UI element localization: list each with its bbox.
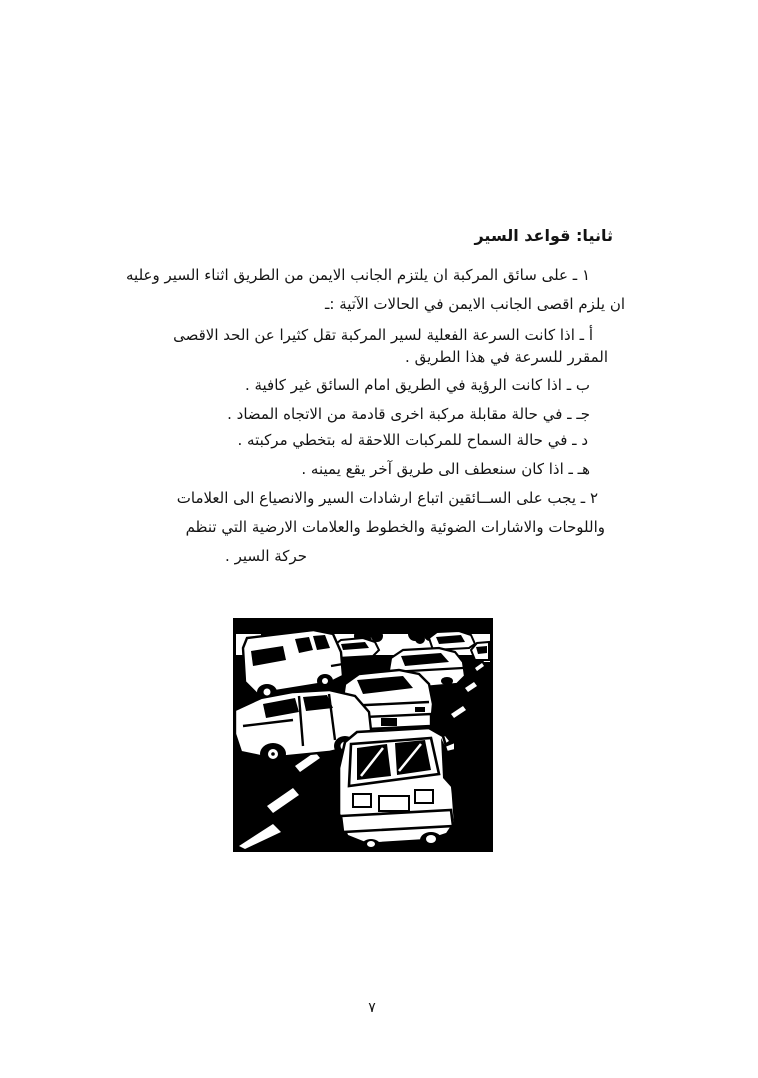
sub-item-a-line-1: أ ـ اذا كانت السرعة الفعلية لسير المركبة تقل كثيرا عن الحد الاقصى [173, 326, 593, 344]
page-number: ٧ [368, 1000, 376, 1016]
item-2-line-2: واللوحات والاشارات الضوئية والخطوط والعلامات الارضية التي تنظم [185, 518, 605, 536]
hatchback-rear [339, 728, 455, 851]
item-2-line-1: ٢ ـ يجب على الســائقين اتباع ارشادات السير والانصياع الى العلامات [176, 489, 598, 507]
item-1-line-2: ان يلزم اقصى الجانب الايمن في الحالات الآتية :ـ [324, 295, 625, 313]
item-1-line-1: ١ ـ على سائق المركبة ان يلتزم الجانب الايمن من الطريق اثناء السير وعليه [126, 266, 590, 284]
sub-item-a-line-2: المقرر للسرعة في هذا الطريق . [405, 348, 608, 366]
sub-item-jeem: جـ ـ في حالة مقابلة مركبة اخرى قادمة من الاتجاه المضاد . [227, 405, 590, 423]
sub-item-b: ب ـ اذا كانت الرؤية في الطريق امام السائق غير كافية . [244, 376, 590, 394]
sub-item-heh: هـ ـ اذا كان سنعطف الى طريق آخر يقع يمينه . [301, 460, 590, 478]
sub-item-dal: د ـ في حالة السماح للمركبات اللاحقة له بتخطي مركبته . [237, 431, 588, 449]
traffic-jam-illustration [233, 618, 493, 852]
item-2-line-3: حركة السير . [225, 547, 307, 565]
section-heading: ثانيا: قواعد السير [474, 226, 613, 245]
